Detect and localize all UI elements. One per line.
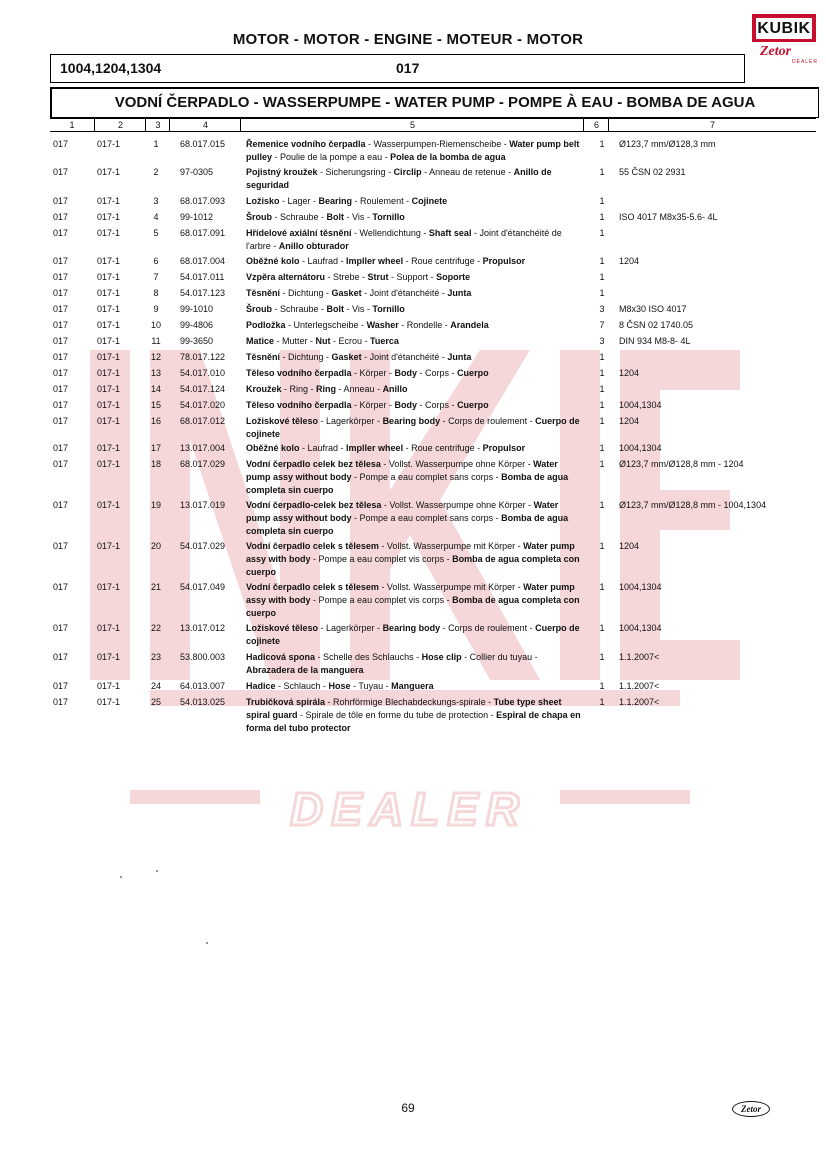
cell-quantity: 1 (599, 212, 605, 222)
cell-subgroup: 017-1 (97, 582, 121, 592)
cell-position: 19 (150, 500, 161, 510)
cell-note: DIN 934 M8-8- 4L (619, 336, 691, 346)
cell-quantity: 1 (599, 459, 605, 469)
cell-group: 017 (53, 681, 69, 691)
logo-dealer: DEALER (792, 59, 819, 65)
cell-part-number: 68.017.004 (180, 256, 226, 266)
cell-quantity: 1 (599, 623, 605, 633)
cell-part-number: 68.017.012 (180, 416, 226, 426)
cell-position: 1 (153, 139, 159, 149)
cell-position: 20 (150, 541, 161, 551)
cell-part-number: 54.017.011 (180, 272, 225, 282)
cell-subgroup: 017-1 (97, 196, 121, 206)
scan-speck (206, 942, 208, 944)
cell-position: 9 (153, 304, 159, 314)
cell-subgroup: 017-1 (97, 459, 121, 469)
cell-part-number: 54.017.029 (180, 541, 226, 551)
cell-description: Oběžné kolo - Laufrad - Impller wheel - Roue centrifuge - Propulsor (246, 443, 526, 453)
cell-note: 1.1.2007< (619, 681, 660, 691)
cell-position: 14 (150, 384, 161, 394)
cell-quantity: 1 (599, 228, 605, 238)
model-numbers: 1004,1204,1304 (60, 60, 162, 76)
cell-description: Vodní čerpadlo celek s tělesem - Vollst. Wasserpumpe mit Körper - Water pump assy with body - Pompe a eau complet vis corps - Bomba de agua completa con cuerpo (246, 582, 580, 618)
cell-position: 2 (153, 167, 159, 177)
cell-group: 017 (53, 196, 69, 206)
cell-group: 017 (53, 623, 69, 633)
cell-group: 017 (53, 304, 69, 314)
logo-brand: KUBIK (757, 20, 811, 37)
cell-part-number: 68.017.091 (180, 228, 226, 238)
cell-group: 017 (53, 459, 69, 469)
cell-quantity: 1 (599, 416, 605, 426)
cell-description: Těsnění - Dichtung - Gasket - Joint d'étanchéité - Junta (246, 352, 472, 362)
cell-note: 1204 (619, 368, 640, 378)
cell-group: 017 (53, 384, 69, 394)
cell-group: 017 (53, 336, 69, 346)
cell-quantity: 1 (599, 443, 605, 453)
cell-part-number: 68.017.015 (180, 139, 226, 149)
cell-quantity: 1 (599, 272, 605, 282)
cell-part-number: 54.017.124 (180, 384, 226, 394)
cell-note: 8 ČSN 02 1740.05 (619, 320, 694, 330)
cell-subgroup: 017-1 (97, 167, 121, 177)
cell-description: Vodní čerpadlo celek bez tělesa - Vollst. Wasserpumpe ohne Körper - Water pump assy without body - Pompe a eau complet sans corps - Bomba de agua completa sin cuerpo (246, 459, 569, 495)
cell-part-number: 64.013.007 (180, 681, 226, 691)
cell-description: Ložisko - Lager - Bearing - Roulement - Cojinete (246, 196, 448, 206)
column-header-4: 4 (169, 119, 241, 131)
cell-position: 16 (150, 416, 161, 426)
cell-description: Vodní čerpadlo celek s tělesem - Vollst. Wasserpumpe mit Körper - Water pump assy with body - Pompe a eau complet vis corps - Bomba de agua completa con cuerpo (246, 541, 580, 577)
cell-note: 1004,1304 (619, 443, 662, 453)
cell-quantity: 1 (599, 384, 605, 394)
cell-description: Ložiskové těleso - Lagerkörper - Bearing body - Corps de roulement - Cuerpo de cojinete (246, 623, 580, 646)
cell-position: 4 (153, 212, 159, 222)
cell-part-number: 99-4806 (180, 320, 214, 330)
cell-subgroup: 017-1 (97, 256, 121, 266)
cell-description: Vzpěra alternátoru - Strebe - Strut - Support - Soporte (246, 272, 471, 282)
cell-position: 17 (150, 443, 161, 453)
cell-note: 1004,1304 (619, 582, 662, 592)
cell-description: Šroub - Schraube - Bolt - Vis - Tornillo (246, 212, 405, 222)
scan-speck (120, 876, 122, 878)
cell-description: Trubičková spirála - Rohrförmige Blechabdeckungs-spirale - Tube type sheet spiral guard - Spirale de tôle en forme du tube de protection - Espiral de chapa en forma del tubo protector (246, 697, 581, 733)
cell-description: Šroub - Schraube - Bolt - Vis - Tornillo (246, 304, 405, 314)
cell-subgroup: 017-1 (97, 304, 121, 314)
cell-quantity: 1 (599, 400, 605, 410)
cell-description: Těleso vodního čerpadla - Körper - Body - Corps - Cuerpo (246, 368, 489, 378)
cell-subgroup: 017-1 (97, 288, 121, 298)
cell-group: 017 (53, 352, 69, 362)
cell-position: 24 (150, 681, 161, 691)
cell-subgroup: 017-1 (97, 416, 121, 426)
cell-description: Řemenice vodního čerpadla - Wasserpumpen-Riemenscheibe - Water pump belt pulley - Poulie de la pompe a eau - Polea de la bomba de agua (246, 139, 580, 162)
cell-quantity: 1 (599, 500, 605, 510)
cell-position: 22 (150, 623, 161, 633)
cell-subgroup: 017-1 (97, 139, 121, 149)
cell-quantity: 1 (599, 541, 605, 551)
cell-description: Kroužek - Ring - Ring - Anneau - Anillo (246, 384, 408, 394)
cell-group: 017 (53, 582, 69, 592)
cell-note: 1204 (619, 541, 640, 551)
cell-position: 23 (150, 652, 161, 662)
cell-part-number: 53.800.003 (180, 652, 226, 662)
cell-description: Hřídelové axiální těsnění - Wellendichtung - Shaft seal - Joint d'étanchéité de l'arbre - Anillo obturador (246, 228, 562, 251)
cell-position: 11 (151, 336, 161, 346)
column-header-5: 5 (240, 119, 584, 131)
cell-group: 017 (53, 139, 69, 149)
kubik-zetor-logo (752, 14, 819, 66)
cell-part-number: 78.017.122 (180, 352, 226, 362)
cell-part-number: 54.017.010 (180, 368, 226, 378)
cell-part-number: 97-0305 (180, 167, 214, 177)
cell-description: Podložka - Unterlegscheibe - Washer - Rondelle - Arandela (246, 320, 489, 330)
cell-description: Vodní čerpadlo-celek bez tělesa - Vollst. Wasserpumpe ohne Körper - Water pump assy without body - Pompe a eau complet sans corps - Bomba de agua completa sin cuerpo (246, 500, 569, 536)
cell-quantity: 7 (599, 320, 605, 330)
cell-position: 13 (150, 368, 161, 378)
column-header-7: 7 (608, 119, 816, 131)
cell-group: 017 (53, 167, 69, 177)
cell-quantity: 3 (599, 304, 605, 314)
cell-part-number: 99-3650 (180, 336, 214, 346)
cell-description: Těsnění - Dichtung - Gasket - Joint d'étanchéité - Junta (246, 288, 472, 298)
cell-position: 25 (150, 697, 161, 707)
cell-subgroup: 017-1 (97, 443, 121, 453)
cell-note: 1204 (619, 416, 640, 426)
cell-quantity: 1 (599, 352, 605, 362)
cell-description: Ložiskové těleso - Lagerkörper - Bearing body - Corps de roulement - Cuerpo de cojinete (246, 416, 580, 439)
cell-position: 12 (150, 352, 161, 362)
section-title: VODNÍ ČERPADLO - WASSERPUMPE - WATER PUMP - POMPE À EAU - BOMBA DE AGUA (50, 87, 819, 118)
cell-subgroup: 017-1 (97, 541, 121, 551)
cell-quantity: 1 (599, 652, 605, 662)
cell-group: 017 (53, 541, 69, 551)
cell-description: Pojistný kroužek - Sicherungsring - Circlip - Anneau de retenue - Anillo de seguridad (246, 167, 552, 190)
column-header-2: 2 (94, 119, 146, 131)
cell-note: M8x30 ISO 4017 (619, 304, 687, 314)
cell-subgroup: 017-1 (97, 652, 121, 662)
svg-text:DEALER: DEALER (290, 783, 528, 835)
cell-part-number: 68.017.029 (180, 459, 226, 469)
cell-position: 3 (153, 196, 159, 206)
cell-note: 1004,1304 (619, 400, 662, 410)
scan-speck (156, 870, 158, 872)
cell-subgroup: 017-1 (97, 228, 121, 238)
page-title: MOTOR - MOTOR - ENGINE - MOTEUR - MOTOR (232, 31, 584, 48)
cell-part-number: 99-1012 (180, 212, 214, 222)
cell-quantity: 1 (599, 256, 605, 266)
cell-position: 7 (153, 272, 159, 282)
cell-subgroup: 017-1 (97, 352, 121, 362)
footer-zetor-logo: Zetor (732, 1101, 770, 1117)
cell-description: Matice - Mutter - Nut - Ecrou - Tuerca (246, 336, 399, 346)
cell-group: 017 (53, 228, 69, 238)
column-header-3: 3 (145, 119, 170, 131)
cell-group: 017 (53, 256, 69, 266)
cell-note: 1004,1304 (619, 623, 662, 633)
cell-quantity: 3 (599, 336, 605, 346)
cell-part-number: 54.017.123 (180, 288, 226, 298)
cell-part-number: 99-1010 (180, 304, 214, 314)
logo-frame (752, 14, 816, 42)
cell-position: 8 (153, 288, 159, 298)
cell-description: Oběžné kolo - Laufrad - Impller wheel - Roue centrifuge - Propulsor (246, 256, 526, 266)
logo-zetor: Zetor (760, 44, 792, 59)
cell-group: 017 (53, 416, 69, 426)
column-header-6: 6 (583, 119, 609, 131)
cell-position: 18 (150, 459, 161, 469)
cell-subgroup: 017-1 (97, 336, 121, 346)
cell-position: 6 (153, 256, 159, 266)
cell-quantity: 1 (599, 196, 605, 206)
cell-description: Těleso vodního čerpadla - Körper - Body - Corps - Cuerpo (246, 400, 489, 410)
cell-subgroup: 017-1 (97, 368, 121, 378)
cell-note: Ø123,7 mm/Ø128,8 mm - 1004,1304 (619, 500, 767, 510)
cell-group: 017 (53, 320, 69, 330)
cell-note: 1.1.2007< (619, 652, 660, 662)
cell-description: Hadice - Schlauch - Hose - Tuyau - Manguera (246, 681, 434, 691)
column-header-1: 1 (69, 120, 75, 130)
cell-subgroup: 017-1 (97, 697, 121, 707)
cell-note: Ø123,7 mm/Ø128,8 mm - 1204 (619, 459, 744, 469)
cell-part-number: 13.017.004 (180, 443, 226, 453)
cell-part-number: 13.017.012 (180, 623, 226, 633)
cell-subgroup: 017-1 (97, 400, 121, 410)
cell-group: 017 (53, 500, 69, 510)
cell-quantity: 1 (599, 681, 605, 691)
cell-position: 15 (150, 400, 161, 410)
cell-subgroup: 017-1 (97, 384, 121, 394)
cell-note: 55 ČSN 02 2931 (619, 167, 686, 177)
cell-part-number: 54.017.020 (180, 400, 226, 410)
cell-group: 017 (53, 368, 69, 378)
cell-subgroup: 017-1 (97, 623, 121, 633)
cell-group: 017 (53, 288, 69, 298)
cell-note: ISO 4017 M8x35-5.6- 4L (619, 212, 718, 222)
cell-subgroup: 017-1 (97, 320, 121, 330)
cell-note: Ø123,7 mm/Ø128,3 mm (619, 139, 716, 149)
cell-group: 017 (53, 272, 69, 282)
cell-group: 017 (53, 652, 69, 662)
cell-subgroup: 017-1 (97, 272, 121, 282)
cell-quantity: 1 (599, 697, 605, 707)
cell-group: 017 (53, 400, 69, 410)
cell-subgroup: 017-1 (97, 681, 121, 691)
cell-part-number: 68.017.093 (180, 196, 226, 206)
page-number: 69 (401, 1101, 415, 1115)
cell-position: 10 (150, 320, 161, 330)
cell-note: 1204 (619, 256, 640, 266)
cell-description: Hadicová spona - Schelle des Schlauchs - Hose clip - Collier du tuyau - Abrazadera de la manguera (246, 652, 538, 675)
group-code: 017 (396, 60, 420, 76)
cell-position: 21 (150, 582, 161, 592)
cell-part-number: 54.013.025 (180, 697, 226, 707)
cell-quantity: 1 (599, 582, 605, 592)
cell-quantity: 1 (599, 288, 605, 298)
cell-quantity: 1 (599, 368, 605, 378)
cell-group: 017 (53, 212, 69, 222)
cell-group: 017 (53, 443, 69, 453)
cell-group: 017 (53, 697, 69, 707)
cell-part-number: 54.017.049 (180, 582, 226, 592)
cell-note: 1.1.2007< (619, 697, 660, 707)
cell-subgroup: 017-1 (97, 500, 121, 510)
cell-quantity: 1 (599, 167, 605, 177)
cell-part-number: 13.017.019 (180, 500, 226, 510)
cell-subgroup: 017-1 (97, 212, 121, 222)
cell-position: 5 (153, 228, 159, 238)
cell-quantity: 1 (599, 139, 605, 149)
